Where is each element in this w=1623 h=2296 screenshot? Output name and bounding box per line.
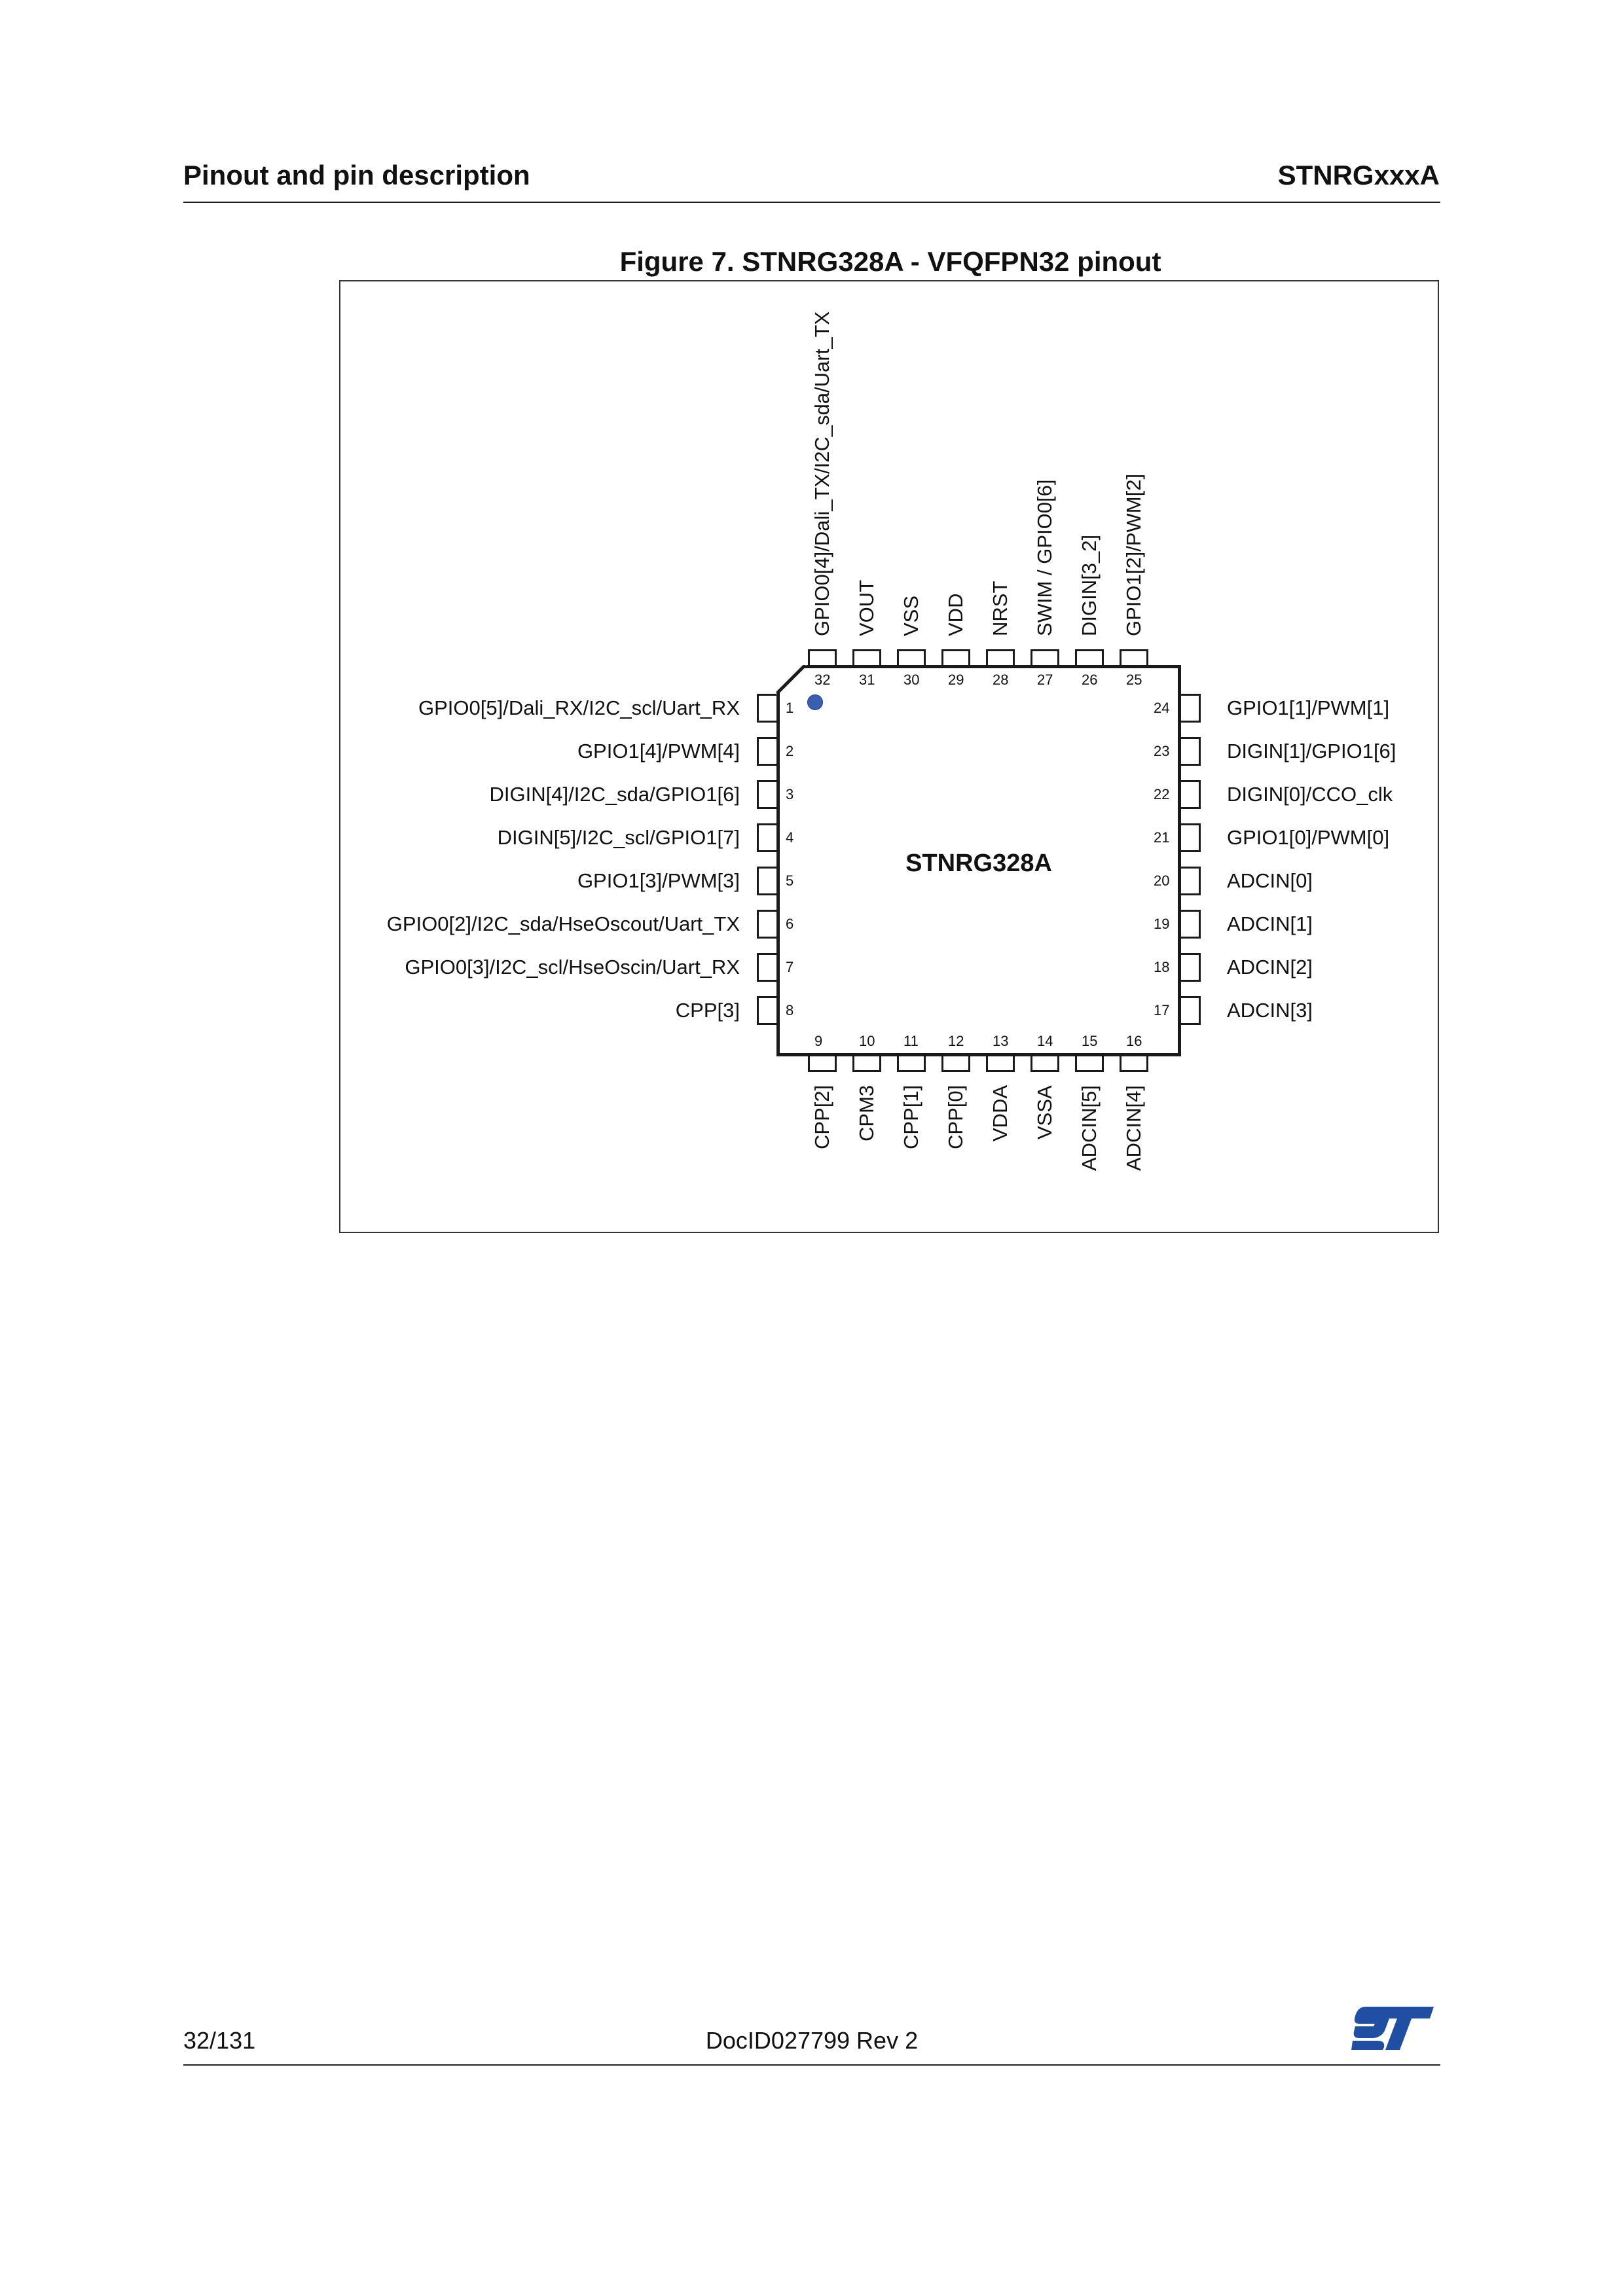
pin-number-16: 16 <box>1126 1033 1142 1049</box>
pin-number-1: 1 <box>786 700 794 716</box>
pin-pad-22 <box>1181 780 1201 809</box>
pin-label-1: GPIO0[5]/Dali_RX/I2C_scl/Uart_RX <box>418 696 740 719</box>
pin-number-3: 3 <box>786 786 794 802</box>
pin-number-17: 17 <box>1154 1002 1170 1018</box>
pin-number-2: 2 <box>786 743 794 759</box>
doc-id: DocID027799 Rev 2 <box>705 2027 919 2054</box>
pin-label-26: DIGIN[3_2] <box>1078 534 1101 636</box>
header-rule <box>183 202 1440 203</box>
pin-pad-13 <box>986 1056 1015 1072</box>
pin-number-26: 26 <box>1082 672 1098 688</box>
pin-pad-4 <box>757 823 776 852</box>
pin-pad-26 <box>1075 649 1104 665</box>
pin-label-6: GPIO0[2]/I2C_sda/HseOscout/Uart_TX <box>386 912 740 935</box>
pin-pad-20 <box>1181 867 1201 895</box>
pin-number-22: 22 <box>1154 786 1170 802</box>
pin-label-19: ADCIN[1] <box>1227 912 1313 935</box>
pin-label-32: GPIO0[4]/Dali_TX/I2C_sda/Uart_TX <box>811 311 833 636</box>
pin-number-30: 30 <box>903 672 920 688</box>
pin-pad-8 <box>757 996 776 1025</box>
pin-number-5: 5 <box>786 872 794 889</box>
pin-pad-3 <box>757 780 776 809</box>
pin-number-21: 21 <box>1154 829 1170 846</box>
pin-label-15: ADCIN[5] <box>1078 1085 1101 1171</box>
pin-pad-23 <box>1181 737 1201 766</box>
pin-number-8: 8 <box>786 1002 794 1018</box>
pin-label-22: DIGIN[0]/CCO_clk <box>1227 783 1393 806</box>
pin-number-29: 29 <box>948 672 964 688</box>
pin-label-18: ADCIN[2] <box>1227 956 1313 978</box>
pin-label-20: ADCIN[0] <box>1227 869 1313 892</box>
pin-label-29: VDD <box>944 593 967 636</box>
pin-label-25: GPIO1[2]/PWM[2] <box>1122 473 1145 636</box>
pin-number-18: 18 <box>1154 959 1170 975</box>
pin-pad-10 <box>852 1056 881 1072</box>
pin-number-15: 15 <box>1082 1033 1098 1049</box>
pin-label-3: DIGIN[4]/I2C_sda/GPIO1[6] <box>489 783 740 806</box>
pin-pad-21 <box>1181 823 1201 852</box>
pin-label-27: SWIM / GPIO0[6] <box>1033 479 1056 636</box>
pin-pad-15 <box>1075 1056 1104 1072</box>
page-number: 32/131 <box>183 2027 256 2054</box>
pin-pad-16 <box>1120 1056 1148 1072</box>
pin-pad-31 <box>852 649 881 665</box>
pin-label-10: CPM3 <box>855 1085 878 1141</box>
product-name: STNRGxxxA <box>1277 160 1440 190</box>
pin-pad-9 <box>808 1056 837 1072</box>
pin-pad-11 <box>897 1056 926 1072</box>
pin-label-16: ADCIN[4] <box>1122 1085 1145 1171</box>
section-title: Pinout and pin description <box>183 160 530 190</box>
pin-pad-18 <box>1181 953 1201 982</box>
chip-name: STNRG328A <box>905 850 1052 877</box>
pin-number-28: 28 <box>993 672 1009 688</box>
pin-number-6: 6 <box>786 916 794 932</box>
pin-pad-19 <box>1181 910 1201 939</box>
pin-pad-30 <box>897 649 926 665</box>
pin-pad-6 <box>757 910 776 939</box>
pin-label-31: VOUT <box>855 579 878 636</box>
pin-label-24: GPIO1[1]/PWM[1] <box>1227 696 1390 719</box>
pin-label-28: NRST <box>989 581 1012 636</box>
pin-pad-29 <box>941 649 970 665</box>
pin-number-9: 9 <box>814 1033 823 1049</box>
pin-label-13: VDDA <box>989 1085 1012 1141</box>
pin-pad-17 <box>1181 996 1201 1025</box>
pin-label-21: GPIO1[0]/PWM[0] <box>1227 826 1390 849</box>
pin-pad-32 <box>808 649 837 665</box>
pin-label-11: CPP[1] <box>900 1085 922 1149</box>
pin-pad-28 <box>986 649 1015 665</box>
pin-pad-12 <box>941 1056 970 1072</box>
pin-label-8: CPP[3] <box>675 999 740 1022</box>
pin-number-7: 7 <box>786 959 794 975</box>
pin-number-12: 12 <box>948 1033 964 1049</box>
pin-pad-1 <box>757 694 776 723</box>
pin-number-25: 25 <box>1126 672 1142 688</box>
pin-number-23: 23 <box>1154 743 1170 759</box>
footer-rule <box>183 2064 1440 2066</box>
pin-number-27: 27 <box>1037 672 1053 688</box>
chip-corner-bevel <box>776 665 807 695</box>
pin-pad-14 <box>1030 1056 1059 1072</box>
pin-label-30: VSS <box>900 595 922 636</box>
pin-label-2: GPIO1[4]/PWM[4] <box>577 740 740 762</box>
pin-pad-5 <box>757 867 776 895</box>
pin-label-23: DIGIN[1]/GPIO1[6] <box>1227 740 1396 762</box>
pin-pad-24 <box>1181 694 1201 723</box>
pin-pad-25 <box>1120 649 1148 665</box>
pin-label-14: VSSA <box>1033 1085 1056 1139</box>
pin-number-11: 11 <box>903 1033 919 1049</box>
pin-number-19: 19 <box>1154 916 1170 932</box>
st-logo <box>1351 2004 1435 2053</box>
pin-label-4: DIGIN[5]/I2C_scl/GPIO1[7] <box>497 826 740 849</box>
pin-label-9: CPP[2] <box>811 1085 833 1149</box>
pin-number-32: 32 <box>814 672 831 688</box>
pin-number-24: 24 <box>1154 700 1170 716</box>
pin-number-4: 4 <box>786 829 794 846</box>
pin-pad-27 <box>1030 649 1059 665</box>
pin-label-17: ADCIN[3] <box>1227 999 1313 1022</box>
pin-number-13: 13 <box>993 1033 1009 1049</box>
pin-number-10: 10 <box>859 1033 875 1049</box>
pin-label-5: GPIO1[3]/PWM[3] <box>577 869 740 892</box>
pin-label-12: CPP[0] <box>944 1085 967 1149</box>
pin-number-31: 31 <box>859 672 875 688</box>
figure-caption: Figure 7. STNRG328A - VFQFPN32 pinout <box>619 246 1161 277</box>
pin-number-14: 14 <box>1037 1033 1053 1049</box>
pin-pad-2 <box>757 737 776 766</box>
pin-label-7: GPIO0[3]/I2C_scl/HseOscin/Uart_RX <box>405 956 740 978</box>
pin1-marker <box>807 694 823 710</box>
pin-number-20: 20 <box>1154 872 1170 889</box>
pin-pad-7 <box>757 953 776 982</box>
